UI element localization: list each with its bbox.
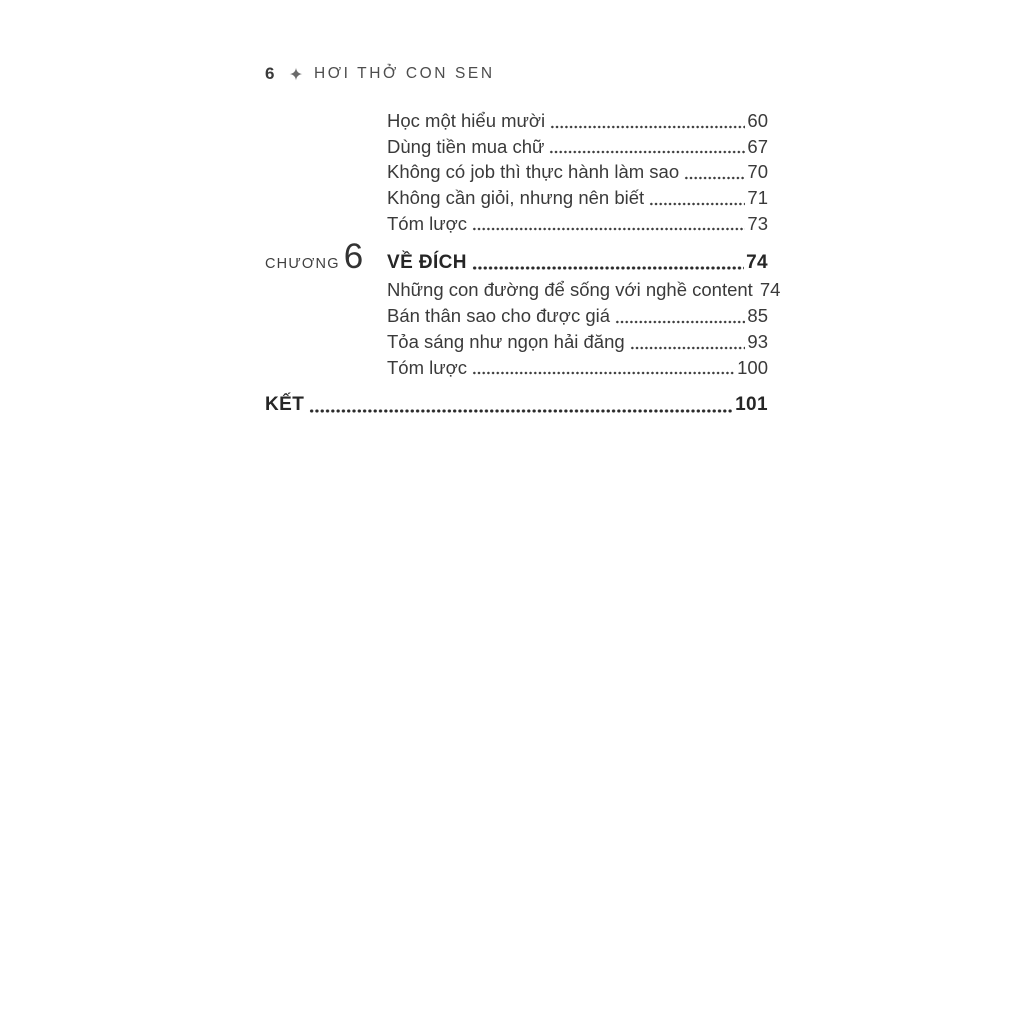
toc-entry-title: Tỏa sáng như ngọn hải đăng <box>387 330 625 352</box>
toc-row <box>265 303 768 329</box>
book-title: HƠI THỞ CON SEN <box>313 65 495 82</box>
toc-entry-page: 60 <box>747 110 768 131</box>
toc-entry-page: 93 <box>747 330 768 352</box>
running-header <box>265 64 768 84</box>
dot-leader <box>630 346 746 350</box>
toc-entry-page: 74 <box>746 252 768 274</box>
toc-entry-page: 85 <box>747 305 768 327</box>
chapter-number: 6 <box>343 237 364 277</box>
dot-leader <box>472 371 735 375</box>
dot-leader <box>550 125 745 129</box>
toc-row <box>265 237 768 277</box>
toc-entry-page: 73 <box>747 212 768 234</box>
dot-leader <box>309 409 733 413</box>
chapter-label <box>265 237 387 277</box>
toc-entry-page: 71 <box>747 187 768 209</box>
toc-entry-page: 100 <box>737 356 768 378</box>
toc-row <box>265 355 768 381</box>
toc-row <box>265 277 781 303</box>
toc-entry-page: 70 <box>747 161 768 183</box>
dot-leader <box>684 176 745 180</box>
toc-entry-title: Tóm lược <box>387 356 468 378</box>
toc-row <box>265 134 768 160</box>
dot-leader <box>549 150 745 154</box>
toc-row <box>265 108 768 134</box>
toc-row <box>265 185 768 211</box>
table-of-contents <box>265 108 781 418</box>
toc-entry-title: Không có job thì thực hành làm sao <box>387 161 680 183</box>
toc-row <box>265 392 768 418</box>
toc-entry-title: Dùng tiền mua chữ <box>387 135 545 157</box>
dot-leader <box>615 320 745 324</box>
page-number: 6 <box>265 64 275 83</box>
toc-entry-title: Tóm lược <box>387 212 468 234</box>
toc-entry-title: Không cần giỏi, nhưng nên biết <box>387 187 645 209</box>
toc-entry-title: Những con đường để sống với nghề content <box>387 279 753 301</box>
sparkle-icon <box>289 67 303 81</box>
toc-entry-title: KẾT <box>265 394 305 416</box>
dot-leader <box>649 202 745 206</box>
toc-entry-page: 74 <box>759 279 781 301</box>
dot-leader <box>472 227 745 231</box>
toc-entry-title: VỀ ĐÍCH <box>387 252 467 274</box>
toc-row <box>265 159 768 185</box>
chapter-word: CHƯƠNG <box>265 256 340 273</box>
toc-row <box>265 329 768 355</box>
toc-row <box>265 211 768 237</box>
toc-entry-title: Bán thân sao cho được giá <box>387 305 611 327</box>
toc-entry-page: 67 <box>747 135 768 157</box>
toc-entry-title: Học một hiểu mười <box>387 110 546 131</box>
dot-leader <box>472 266 744 270</box>
toc-entry-page: 101 <box>735 394 768 416</box>
